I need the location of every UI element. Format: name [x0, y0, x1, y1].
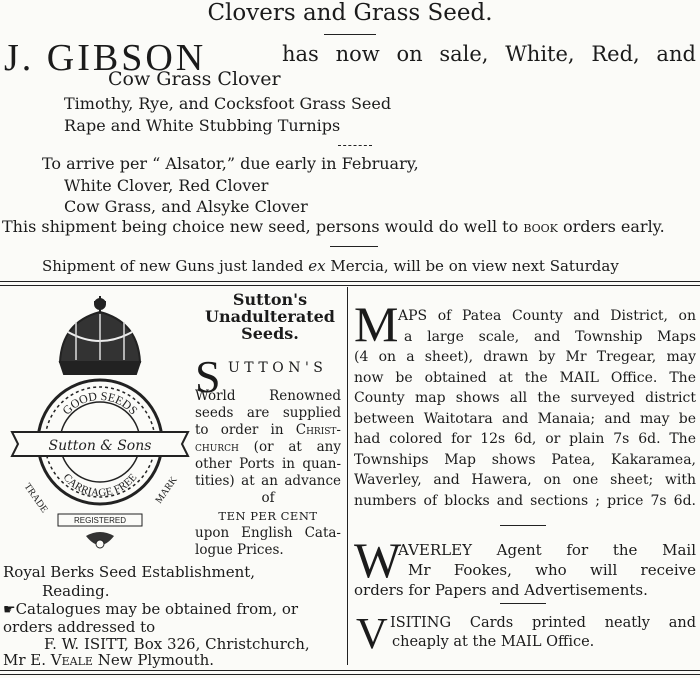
arrive-item: White Clover, Red Clover — [64, 176, 269, 195]
guns-line: Shipment of new Guns just landed ex Mercia, will be on view next Saturday — [42, 257, 619, 275]
maps-body: APS of Patea County and District, on a large scale, and Township Maps (4 on a sheet), drawn by Mr Tregear, may now be obtained at the MAIL Office. The County map shows all the surveyed district between Waitotara and Manaia; and may be had colored for 12s 6d, or plain 7s 6d. The Townships Map shows Patea, Kakaramea, Waverley, and Hawera, on one sheet; with numbers of blocks and sections ; price 7s 6d. — [354, 308, 696, 509]
column-divider — [347, 287, 348, 665]
svg-text:TRADE: TRADE — [21, 481, 50, 516]
rule — [0, 674, 700, 675]
choice-line: This shipment being choice new seed, persons would do well to book orders early. — [2, 217, 665, 236]
divider — [338, 145, 372, 146]
waverley-body: AVERLEY Agent for the Mail Mr Fookes, who will receive orders for Papers and Advertisements. — [354, 541, 696, 599]
arrive-item: Cow Grass, and Alsyke Clover — [64, 197, 308, 216]
divider — [330, 246, 378, 247]
svg-text:REGISTERED: REGISTERED — [73, 516, 127, 525]
gibson-intro: has now on sale, White, Red, and — [282, 42, 696, 66]
sutton-body: World Renowned seeds are supplied to order in Christ- church (or at any other Ports in quan- tities) at an advance of TEN PER CENT upon English Cata- logue Prices. — [195, 388, 341, 558]
visiting-dropcap: V — [356, 609, 388, 658]
maps-dropcap: M — [354, 296, 399, 352]
svg-text:MARK: MARK — [153, 474, 180, 506]
gibson-item: Rape and White Stubbing Turnips — [64, 116, 341, 135]
sutton-trademark-logo — [2, 292, 198, 562]
arrive-line: To arrive per “ Alsator,” due early in February, — [42, 154, 419, 173]
visiting-body: ISITING Cards printed neatly and cheaply at the MAIL Office. — [390, 615, 696, 650]
gibson-item: Timothy, Rye, and Cocksfoot Grass Seed — [64, 94, 392, 113]
sutton-footer: Royal Berks Seed Establishment, — [3, 563, 256, 581]
waverley-dropcap: W — [354, 532, 402, 588]
rule — [0, 285, 700, 286]
svg-text:CARRIAGE FREE: CARRIAGE FREE — [60, 471, 140, 500]
sutton-footer: ☛Catalogues may be obtained from, or — [3, 600, 299, 618]
sutton-dropcap: S — [195, 351, 221, 402]
sutton-heading: Sutton's Unadulterated Seeds. — [205, 290, 335, 343]
divider — [500, 525, 546, 526]
page-title: Clovers and Grass Seed. — [207, 0, 493, 26]
sutton-footer: Reading. — [42, 582, 110, 600]
svg-text:GOOD SEEDS: GOOD SEEDS — [59, 388, 141, 418]
divider — [324, 34, 376, 35]
sutton-cap-rest: UTTON'S — [228, 360, 328, 376]
rule — [0, 670, 700, 671]
divider — [500, 603, 546, 604]
gibson-item: Cow Grass Clover — [108, 68, 281, 90]
rule — [0, 281, 700, 282]
svg-text:Sutton & Sons: Sutton & Sons — [48, 438, 152, 454]
sutton-footer: orders addressed to — [3, 618, 156, 636]
sutton-footer: Mr E. Veale New Plymouth. — [3, 651, 215, 669]
gibson-name: J. GIBSON — [4, 37, 207, 79]
sutton-footer: F. W. ISITT, Box 326, Christchurch, — [44, 635, 310, 653]
pointing-hand-icon: ☛ — [3, 602, 16, 618]
